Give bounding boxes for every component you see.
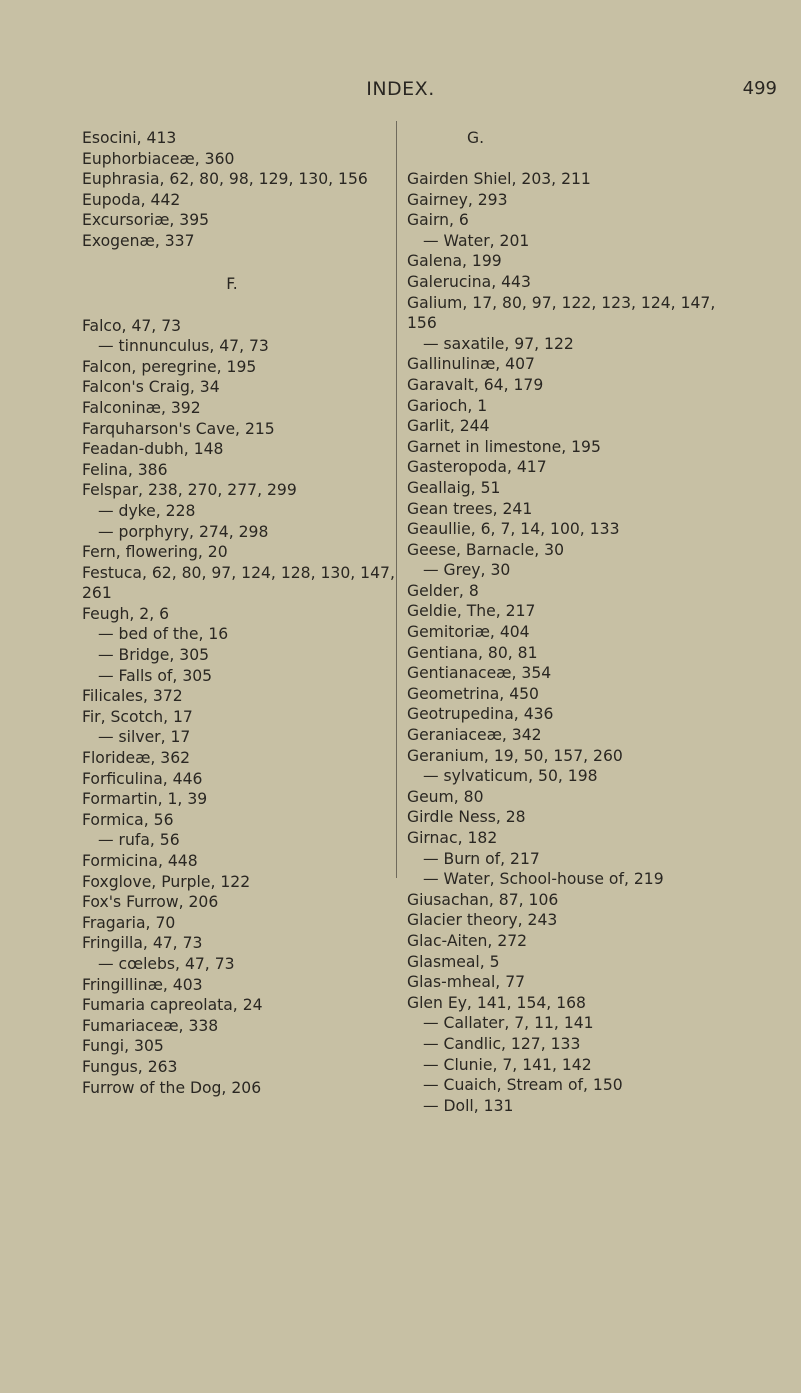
index-entry: Fungus, 263 xyxy=(82,1057,178,1076)
index-subentry: — Burn of, 217 xyxy=(423,849,540,868)
index-entry: Exogenæ, 337 xyxy=(82,231,195,250)
index-subentry: — Doll, 131 xyxy=(423,1096,514,1115)
index-entry: Glasmeal, 5 xyxy=(407,952,500,971)
index-entry: Garioch, 1 xyxy=(407,396,488,415)
index-entry: Euphrasia, 62, 80, 98, 129, 130, 156 xyxy=(82,170,368,189)
index-entry: Formartin, 1, 39 xyxy=(82,790,208,809)
index-entry: Glacier theory, 243 xyxy=(407,911,558,930)
index-subentry: — rufa, 56 xyxy=(98,831,180,850)
index-entry: Geldie, The, 217 xyxy=(407,602,536,621)
index-entry: Giusachan, 87, 106 xyxy=(407,890,559,909)
index-entry: Geallaig, 51 xyxy=(407,478,501,497)
index-entry: Garnet in limestone, 195 xyxy=(407,437,601,456)
index-entry: Gelder, 8 xyxy=(407,581,479,600)
index-entry-continuation: 261 xyxy=(82,584,112,603)
index-entry: Gemitoriæ, 404 xyxy=(407,623,530,642)
index-entry: Galerucina, 443 xyxy=(407,272,531,291)
index-entry: Excursoriæ, 395 xyxy=(82,211,210,230)
index-entry: Gallinulinæ, 407 xyxy=(407,355,535,374)
index-entry: Fringillinæ, 403 xyxy=(82,975,203,994)
index-entry: Falcon's Craig, 34 xyxy=(82,378,220,397)
index-subentry: — dyke, 228 xyxy=(98,501,196,520)
index-entry: Euphorbiaceæ, 360 xyxy=(82,149,235,168)
index-entry: Glac-Aiten, 272 xyxy=(407,931,528,950)
section-heading-g: G. xyxy=(467,129,485,147)
index-entry: Fragaria, 70 xyxy=(82,913,176,932)
index-entry: Fungi, 305 xyxy=(82,1037,164,1056)
index-entry: Galium, 17, 80, 97, 122, 123, 124, 147, xyxy=(407,293,716,312)
index-entry: Garlit, 244 xyxy=(407,417,490,436)
index-entry: Glen Ey, 141, 154, 168 xyxy=(407,993,586,1012)
index-entry: Girdle Ness, 28 xyxy=(407,808,526,827)
index-subentry: — silver, 17 xyxy=(98,728,191,747)
index-entry: Falco, 47, 73 xyxy=(82,316,182,335)
index-entry: Florideæ, 362 xyxy=(82,749,191,768)
index-entry: Forficulina, 446 xyxy=(82,769,203,788)
index-subentry: — saxatile, 97, 122 xyxy=(423,334,574,353)
index-entry: Esocini, 413 xyxy=(82,129,177,147)
index-entry: Furrow of the Dog, 206 xyxy=(82,1078,262,1097)
index-entry: Feugh, 2, 6 xyxy=(82,604,170,623)
index-entry: Fringilla, 47, 73 xyxy=(82,934,203,953)
index-entry: Festuca, 62, 80, 97, 124, 128, 130, 147, xyxy=(82,563,395,582)
index-entry: Foxglove, Purple, 122 xyxy=(82,872,251,891)
index-entry: Garavalt, 64, 179 xyxy=(407,375,544,394)
index-entry: Formica, 56 xyxy=(82,810,174,829)
index-entry: Gentiana, 80, 81 xyxy=(407,643,538,662)
index-entry: Gairden Shiel, 203, 211 xyxy=(407,170,591,188)
index-entry-continuation: 156 xyxy=(407,314,437,333)
index-entry: Gasteropoda, 417 xyxy=(407,458,547,477)
index-entry: Galena, 199 xyxy=(407,252,502,271)
column-divider xyxy=(396,121,397,878)
index-subentry: — Candlic, 127, 133 xyxy=(423,1034,581,1053)
index-entry: Gairn, 6 xyxy=(407,211,469,230)
index-subentry: — Water, School-house of, 219 xyxy=(423,870,664,889)
index-entry: Geotrupedina, 436 xyxy=(407,705,554,724)
index-entry: Farquharson's Cave, 215 xyxy=(82,419,275,438)
index-subentry: — Clunie, 7, 141, 142 xyxy=(423,1055,592,1074)
index-subentry: — sylvaticum, 50, 198 xyxy=(423,767,598,786)
index-subentry: — Bridge, 305 xyxy=(98,646,210,665)
page-number: 499 xyxy=(742,78,777,99)
index-entry: Fox's Furrow, 206 xyxy=(82,893,219,912)
index-entry: Felspar, 238, 270, 277, 299 xyxy=(82,481,297,500)
left-column xyxy=(82,128,395,1098)
section-heading-f: F. xyxy=(226,274,238,293)
running-head xyxy=(0,78,801,102)
index-entry: Geometrina, 450 xyxy=(407,684,539,703)
index-entry: Eupoda, 442 xyxy=(82,190,181,209)
index-subentry: — Cuaich, Stream of, 150 xyxy=(423,1076,623,1095)
index-subentry: — Falls of, 305 xyxy=(98,666,213,685)
index-entry: Gairney, 293 xyxy=(407,190,508,209)
index-subentry: — Water, 201 xyxy=(423,231,530,250)
index-subentry: — Grey, 30 xyxy=(423,561,511,580)
index-entry: Geraniaceæ, 342 xyxy=(407,726,542,745)
index-subentry: — cœlebs, 47, 73 xyxy=(98,954,235,973)
index-entry: Fir, Scotch, 17 xyxy=(82,707,193,726)
index-entry: Formicina, 448 xyxy=(82,852,198,870)
index-subentry: — bed of the, 16 xyxy=(98,625,229,644)
index-entry: Gean trees, 241 xyxy=(407,499,533,518)
index-entry: Felina, 386 xyxy=(82,460,168,479)
index-entry: Geum, 80 xyxy=(407,787,484,806)
index-entry: Fumaria capreolata, 24 xyxy=(82,996,263,1015)
index-subentry: — Callater, 7, 11, 141 xyxy=(423,1014,594,1033)
index-subentry: — tinnunculus, 47, 73 xyxy=(98,337,269,356)
index-entry: Geese, Barnacle, 30 xyxy=(407,540,564,559)
index-entry: Fumariaceæ, 338 xyxy=(82,1016,219,1035)
index-entry: Glas-mheal, 77 xyxy=(407,973,526,992)
index-entry: Filicales, 372 xyxy=(82,687,183,706)
index-entry: Fern, flowering, 20 xyxy=(82,543,228,562)
index-entry: Gentianaceæ, 354 xyxy=(407,664,552,683)
right-column xyxy=(407,128,787,1116)
index-entry: Falcon, peregrine, 195 xyxy=(82,357,257,376)
index-entry: Geranium, 19, 50, 157, 260 xyxy=(407,746,623,765)
index-entry: Geaullie, 6, 7, 14, 100, 133 xyxy=(407,520,620,539)
page-title: INDEX. xyxy=(366,78,435,100)
index-entry: Falconinæ, 392 xyxy=(82,398,201,417)
index-subentry: — porphyry, 274, 298 xyxy=(98,522,269,541)
index-entry: Feadan-dubh, 148 xyxy=(82,440,224,459)
index-entry: Girnac, 182 xyxy=(407,829,498,847)
